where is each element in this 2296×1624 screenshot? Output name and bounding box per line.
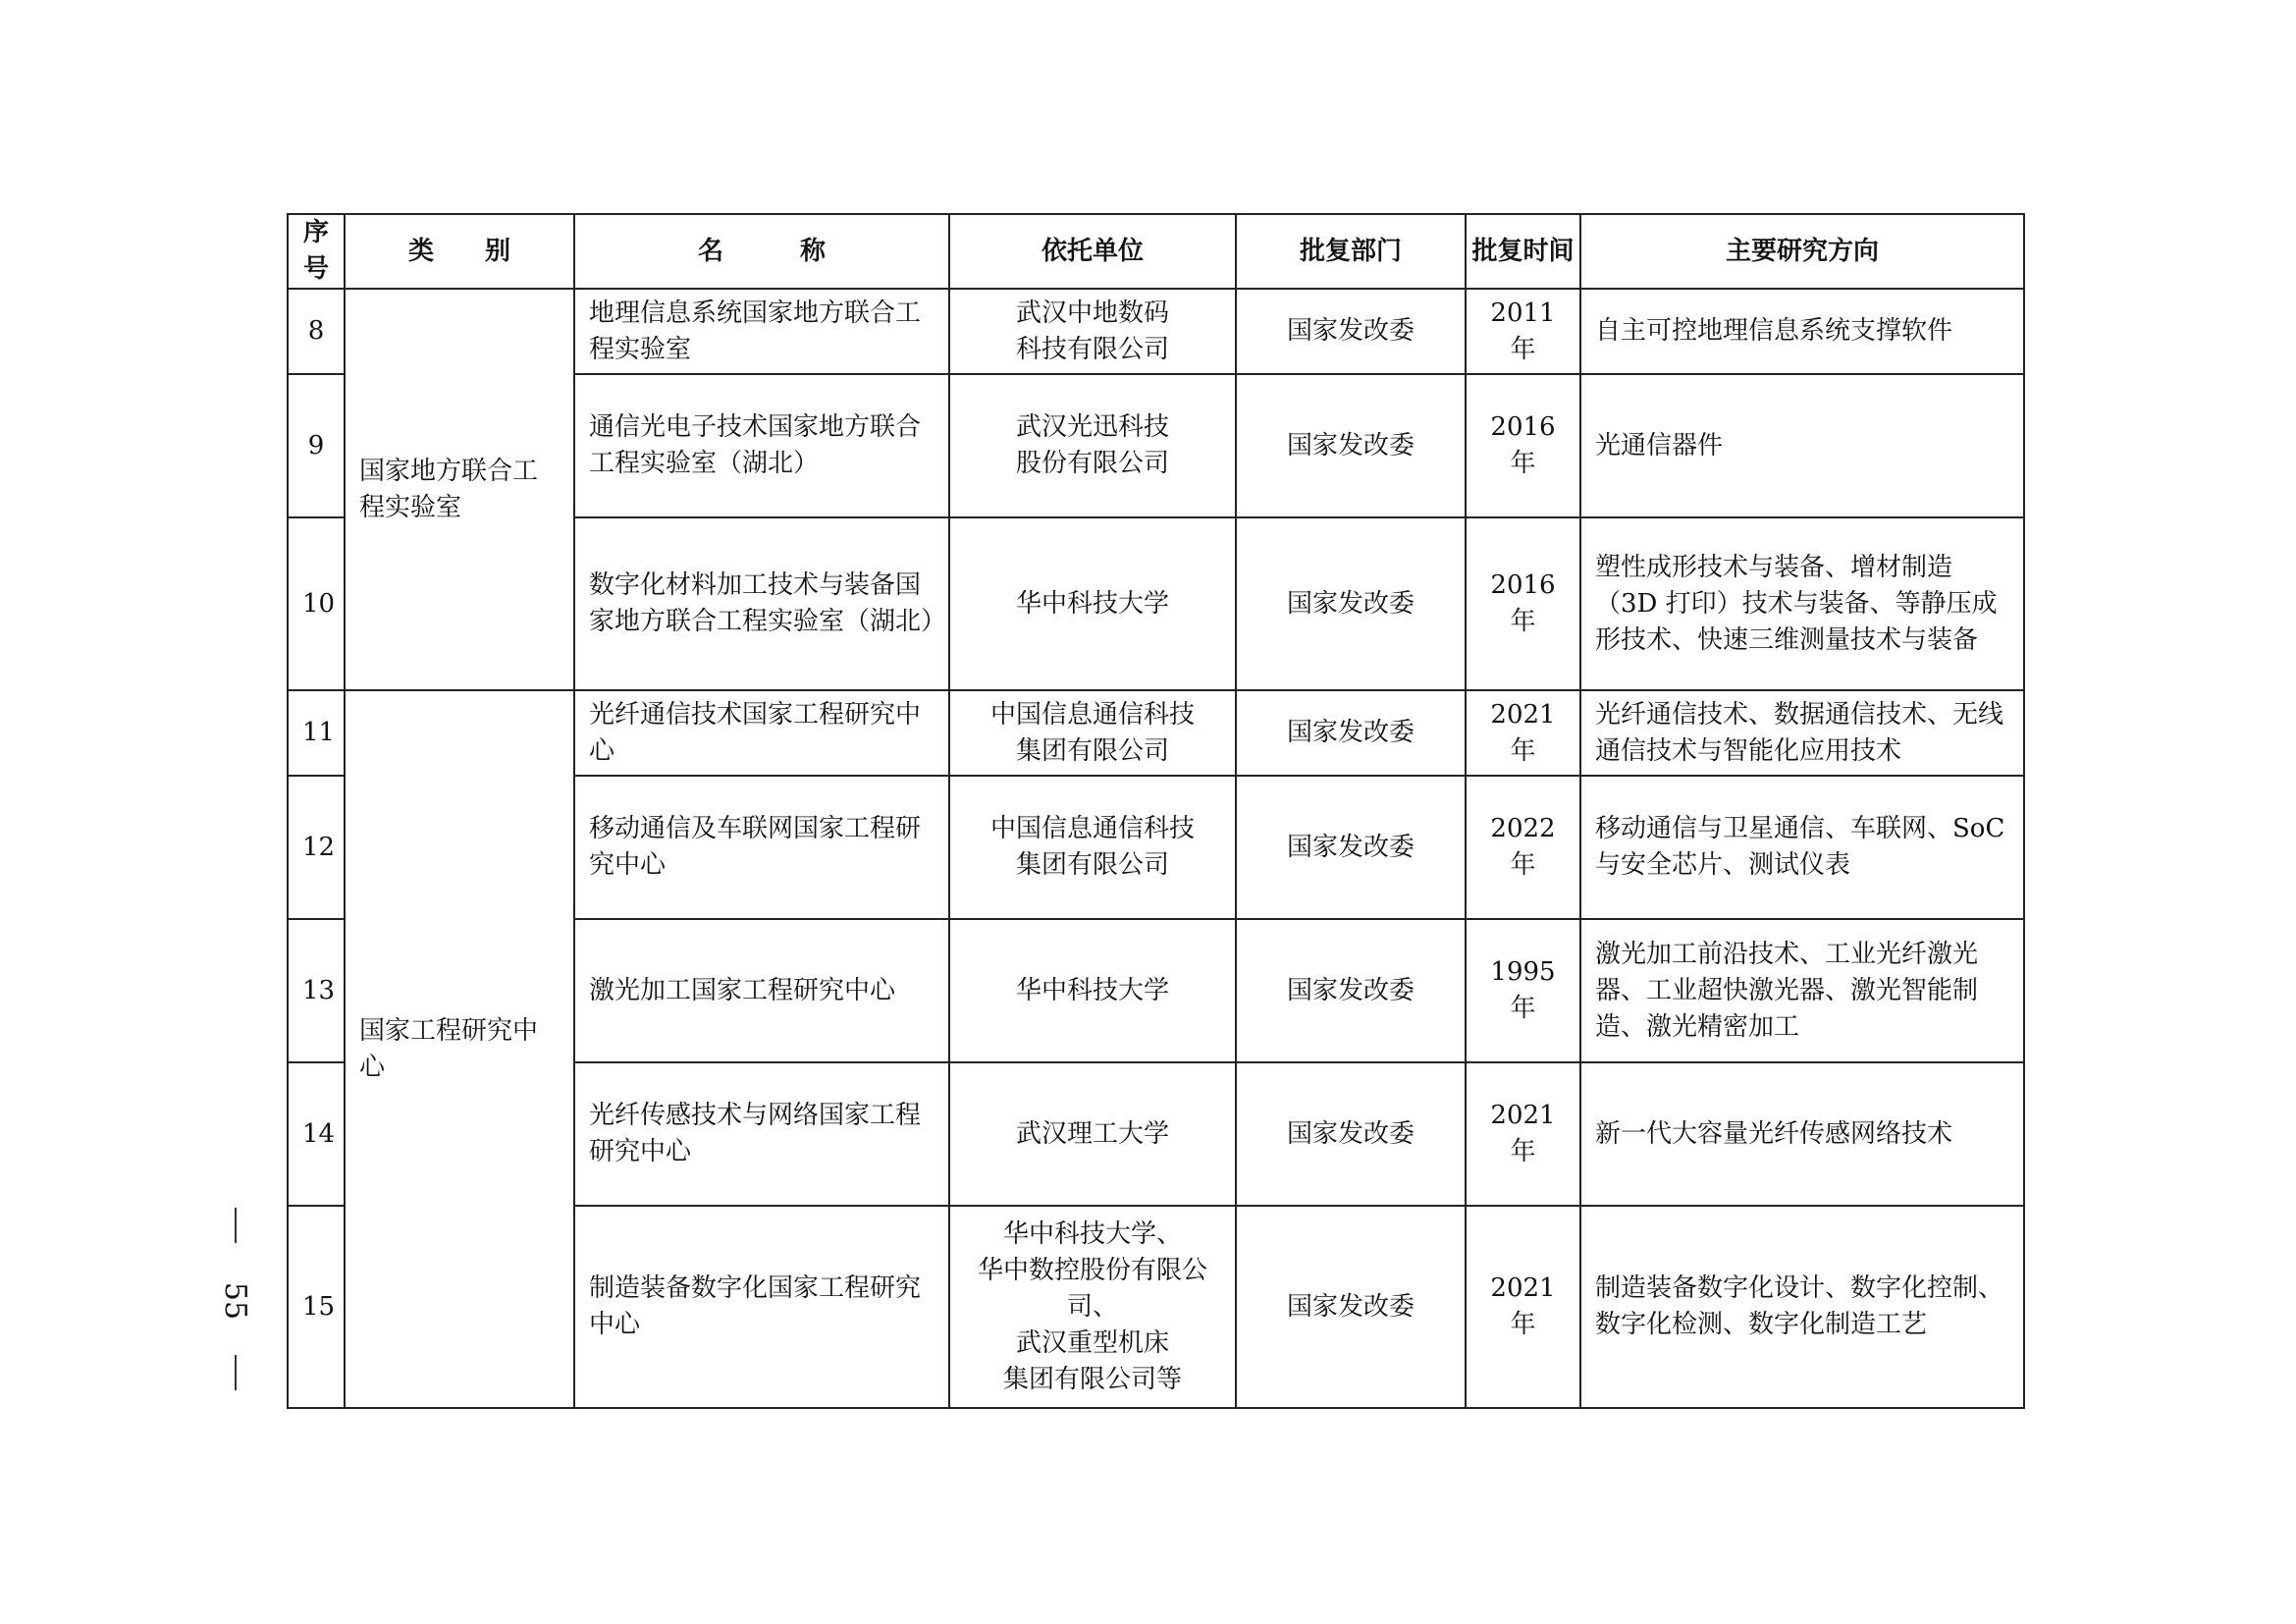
- row-name: 制造装备数字化国家工程研究中心: [574, 1206, 949, 1408]
- row-unit-text: 武汉中地数码 科技有限公司: [1015, 298, 1169, 364]
- row-dept: 国家发改委: [1236, 517, 1466, 690]
- row-no: 9: [288, 374, 345, 517]
- table-row: [288, 289, 2024, 374]
- row-unit-text: 中国信息通信科技 集团有限公司: [989, 814, 1195, 880]
- table-header-row: [288, 214, 2024, 289]
- row-year: 2021 年: [1466, 1062, 1580, 1206]
- row-dept: 国家发改委: [1236, 1062, 1466, 1206]
- row-name: 光纤传感技术与网络国家工程研究中心: [574, 1062, 949, 1206]
- row-direction: 新一代大容量光纤传感网络技术: [1580, 1062, 2024, 1206]
- row-no: 10: [288, 517, 345, 690]
- category-cell: 国家工程研究中心: [345, 690, 574, 1408]
- row-year: 2021 年: [1466, 1206, 1580, 1408]
- row-no: 12: [288, 776, 345, 919]
- row-no: 15: [288, 1206, 345, 1408]
- header-unit: 依托单位: [949, 214, 1236, 289]
- row-dept: 国家发改委: [1236, 289, 1466, 374]
- research-platform-table: [287, 213, 2025, 1409]
- row-no: 11: [288, 690, 345, 776]
- row-direction: 自主可控地理信息系统支撑软件: [1580, 289, 2024, 374]
- row-unit-text: 华中科技大学: [1015, 588, 1169, 619]
- row-year: 2016 年: [1466, 517, 1580, 690]
- page-number-dash-top: [235, 1208, 237, 1243]
- row-dept: 国家发改委: [1236, 1206, 1466, 1408]
- row-year: 2021 年: [1466, 690, 1580, 776]
- row-year: 2016 年: [1466, 374, 1580, 517]
- row-unit: [949, 1206, 1236, 1408]
- header-year: 批复时间: [1466, 214, 1580, 289]
- row-direction: 塑性成形技术与装备、增材制造（3D 打印）技术与装备、等静压成形技术、快速三维测量技术与装备: [1580, 517, 2024, 690]
- page-number: 55: [218, 1281, 253, 1321]
- row-unit: [949, 289, 1236, 374]
- row-unit-text: 武汉理工大学: [1015, 1118, 1169, 1149]
- row-unit: [949, 776, 1236, 919]
- page-number-dash-bottom: [235, 1355, 237, 1390]
- row-unit-text: 武汉光迅科技 股份有限公司: [1015, 412, 1169, 478]
- row-unit-text: 中国信息通信科技 集团有限公司: [989, 699, 1195, 766]
- category-cell: 国家地方联合工程实验室: [345, 289, 574, 690]
- row-year: 2011 年: [1466, 289, 1580, 374]
- row-name: 通信光电子技术国家地方联合工程实验室（湖北）: [574, 374, 949, 517]
- table-row: [288, 690, 2024, 776]
- row-name: 激光加工国家工程研究中心: [574, 919, 949, 1062]
- row-unit-text: 华中科技大学: [1015, 975, 1169, 1005]
- header-no: 序号: [288, 214, 345, 289]
- row-year: 2022 年: [1466, 776, 1580, 919]
- header-name: 名 称: [574, 214, 949, 289]
- row-dept: 国家发改委: [1236, 374, 1466, 517]
- row-direction: 光纤通信技术、数据通信技术、无线通信技术与智能化应用技术: [1580, 690, 2024, 776]
- row-direction: 激光加工前沿技术、工业光纤激光器、工业超快激光器、激光智能制造、激光精密加工: [1580, 919, 2024, 1062]
- row-unit: [949, 919, 1236, 1062]
- row-unit: [949, 690, 1236, 776]
- row-dept: 国家发改委: [1236, 776, 1466, 919]
- header-category: 类 别: [345, 214, 574, 289]
- row-name: 移动通信及车联网国家工程研究中心: [574, 776, 949, 919]
- row-no: 13: [288, 919, 345, 1062]
- row-name: 地理信息系统国家地方联合工程实验室: [574, 289, 949, 374]
- row-unit-text: 华中科技大学、 华中数控股份有限公司、 武汉重型机床 集团有限公司等: [977, 1218, 1207, 1394]
- row-name: 光纤通信技术国家工程研究中心: [574, 690, 949, 776]
- row-direction: 移动通信与卫星通信、车联网、SoC 与安全芯片、测试仪表: [1580, 776, 2024, 919]
- row-no: 14: [288, 1062, 345, 1206]
- row-direction: 制造装备数字化设计、数字化控制、数字化检测、数字化制造工艺: [1580, 1206, 2024, 1408]
- page-number-marker: [211, 1198, 260, 1394]
- header-dept: 批复部门: [1236, 214, 1466, 289]
- header-direction: 主要研究方向: [1580, 214, 2024, 289]
- row-unit: [949, 517, 1236, 690]
- row-unit: [949, 1062, 1236, 1206]
- row-dept: 国家发改委: [1236, 919, 1466, 1062]
- row-name: 数字化材料加工技术与装备国家地方联合工程实验室（湖北）: [574, 517, 949, 690]
- row-unit: [949, 374, 1236, 517]
- row-year: 1995 年: [1466, 919, 1580, 1062]
- row-direction: 光通信器件: [1580, 374, 2024, 517]
- row-no: 8: [288, 289, 345, 374]
- row-dept: 国家发改委: [1236, 690, 1466, 776]
